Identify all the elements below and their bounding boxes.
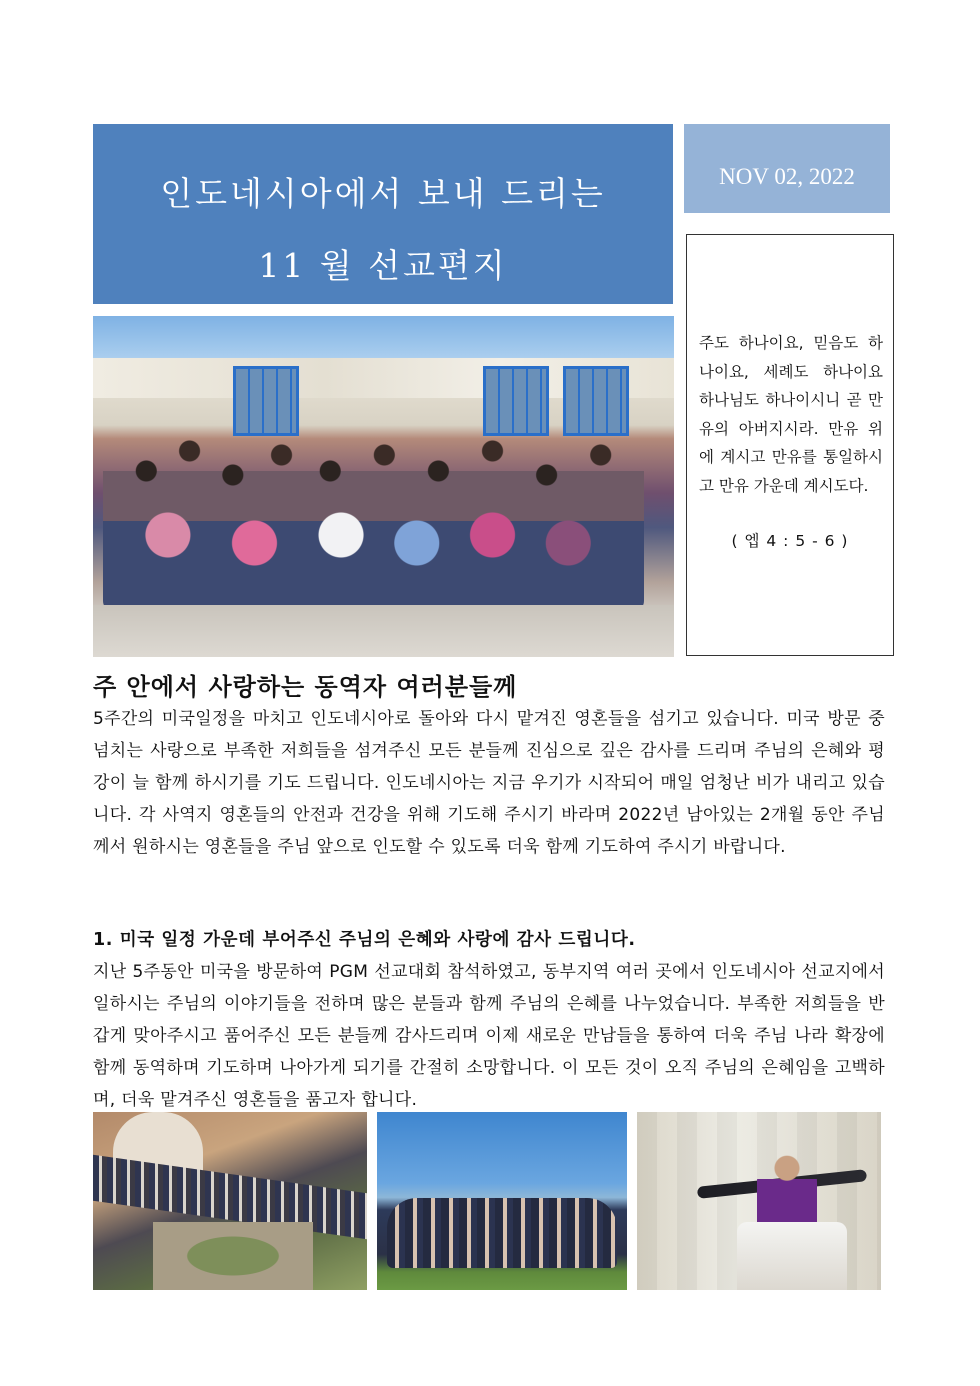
group-photo [93,316,674,657]
section-1-heading: 1. 미국 일정 가운데 부어주신 주님의 은혜와 사랑에 감사 드립니다. [93,930,636,950]
date-badge: NOV 02, 2022 [684,124,890,213]
lakeside-group-photo [377,1112,627,1290]
conference-group-photo [93,1112,367,1290]
photo-ground [93,605,674,657]
photo-crowd [387,1198,617,1268]
preaching-photo [637,1112,881,1290]
photo-pulpit [737,1222,847,1290]
title-banner [93,124,673,304]
scripture-box [686,234,894,656]
greeting-heading: 주 안에서 사랑하는 동역자 여러분들께 [93,673,518,701]
scripture-text: 주도 하나이요, 믿음도 하나이요, 세례도 하나이요 하나님도 하나이시니 곧 만유의 아버지시라. 만유 위에 계시고 만유를 통일하시고 만유 가운데 계시도다. [699,334,883,495]
title-line-1: 인도네시아에서 보내 드리는 [160,174,606,213]
scripture-reference: ( 엡 4 : 5 - 6 ) [731,532,849,550]
section-1-body: 지난 5주동안 미국을 방문하여 PGM 선교대회 참석하였고, 동부지역 여러 곳에서 인도네시아 선교지에서 일하시는 주님의 이야기들을 전하며 많은 분들과 함께 주님의 은혜를 나누었습니다. 부족한 저희들을 반갑게 맞아주시고 품어주신 모든 분들께 감사드리며 이제 새로운 만남들을 통하여 더욱 주님 나라 확장에 함께 동역하며 기도하며 나아가게 되기를 간절히 소망합니다. 이 모든 것이 오직 주님의 은혜임을 고백하며, 더욱 맡겨주신 영혼들을 품고자 합니다. [93,962,885,1110]
photo-garden [153,1222,313,1290]
photo-crowd [103,411,644,611]
intro-paragraph: 5주간의 미국일정을 마치고 인도네시아로 돌아와 다시 맡겨진 영혼들을 섬기고 있습니다. 미국 방문 중 넘치는 사랑으로 부족한 저희들을 섬겨주신 모든 분들께 진심으로 깊은 감사를 드리며 주님의 은혜와 평강이 늘 함께 하시기를 기도 드립니다. 인도네시아는 지금 우기가 시작되어 매일 엄청난 비가 내리고 있습니다. 각 사역지 영혼들의 안전과 건강을 위해 기도해 주시기 바라며 2022년 남아있는 2개월 동안 주님께서 원하시는 영혼들을 주님 앞으로 인도할 수 있도록 더욱 함께 기도하여 주시기 바랍니다. [93,709,885,857]
title-line-2: 11 월 선교편지 [258,246,508,285]
